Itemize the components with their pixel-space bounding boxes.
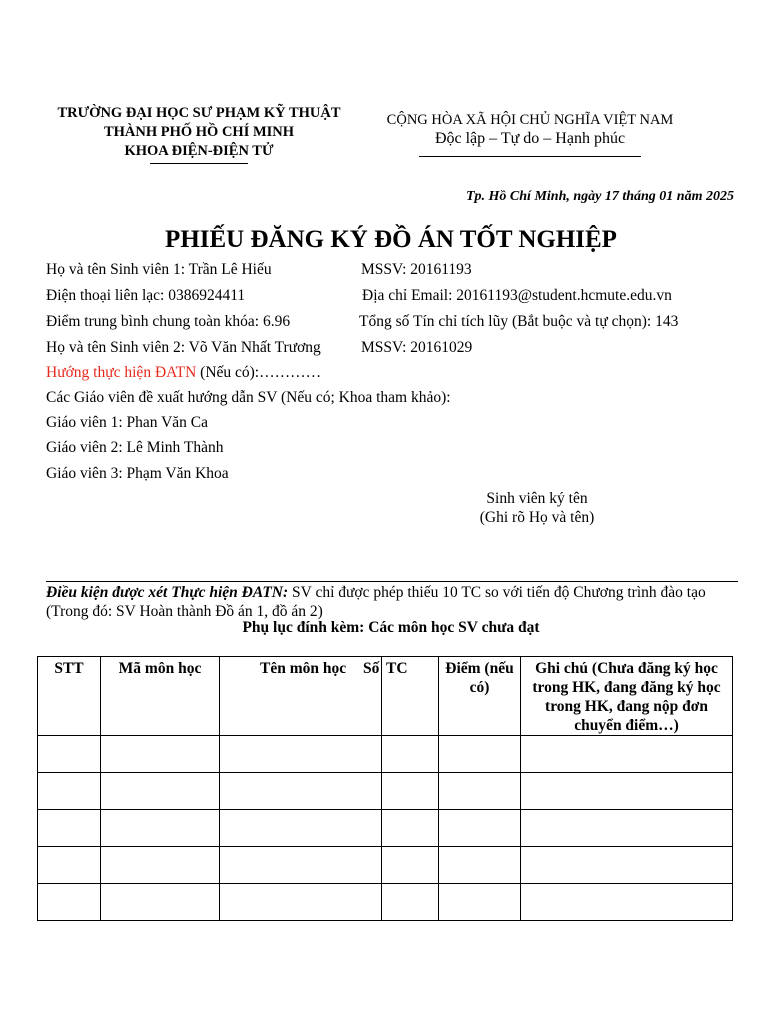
table-cell[interactable] [38,810,101,847]
table-cell[interactable] [439,736,521,773]
student2-name: Họ và tên Sinh viên 2: Võ Văn Nhất Trương [46,339,321,356]
student1-mssv: MSSV: 20161193 [361,261,472,278]
table-cell[interactable] [101,773,220,810]
table-cell[interactable] [521,847,733,884]
table-cell[interactable] [101,810,220,847]
direction-field [46,363,321,383]
table-cell[interactable] [220,773,382,810]
col-header-score: Điểm (nếu có) [439,657,521,736]
table-cell[interactable] [439,773,521,810]
table-cell[interactable] [521,810,733,847]
national-title: CỘNG HÒA XÃ HỘI CHỦ NGHĨA VIỆT NAM [386,112,674,128]
teacher2-field: Giáo viên 2: Lê Minh Thành [46,439,224,456]
table-cell[interactable] [220,847,382,884]
table-cell[interactable] [382,736,439,773]
table-cell[interactable] [382,847,439,884]
table-cell[interactable] [101,736,220,773]
teacher3-field: Giáo viên 3: Phạm Văn Khoa [46,465,229,482]
col-header-so: Số [363,660,380,677]
table-cell[interactable] [38,884,101,921]
school-name-line2: THÀNH PHỐ HỒ CHÍ MINH [103,124,295,140]
appendix-title: Phụ lục đính kèm: Các môn học SV chưa đạt [242,619,540,636]
teacher1-field: Giáo viên 1: Phan Văn Ca [46,414,209,431]
table-cell[interactable] [101,884,220,921]
table-row [38,884,733,921]
table-row [38,847,733,884]
table-cell[interactable] [382,773,439,810]
table-cell[interactable] [38,847,101,884]
signature-block [420,489,654,527]
table-cell[interactable] [220,884,382,921]
table-row [38,810,733,847]
gpa-field: Điểm trung bình chung toàn khóa: 6.96 [46,313,291,330]
table-cell[interactable] [521,884,733,921]
faculty-name: KHOA ĐIỆN-ĐIỆN TỬ [124,143,274,159]
signature-label: Sinh viên ký tên [486,490,588,507]
condition-text: SV chỉ được phép thiếu 10 TC so với tiến độ Chương trình đào tạo (Trong đó: SV Hoàn thành Đồ án 1, đồ án 2) [46,584,706,620]
school-name-line1: TRƯỜNG ĐẠI HỌC SƯ PHẠM KỸ THUẬT [57,105,341,121]
table-cell[interactable] [439,884,521,921]
school-header [38,104,360,164]
table-header-row [38,657,733,736]
table-cell[interactable] [521,773,733,810]
col-header-name-text: Tên môn học [260,660,347,677]
table-cell[interactable] [38,773,101,810]
proposed-teachers-label: Các Giáo viên đề xuất hướng dẫn SV (Nếu có; Khoa tham khảo): [46,389,451,406]
section-divider [46,581,738,582]
condition-paragraph [46,583,740,621]
col-header-code: Mã môn học [101,657,220,736]
col-header-tc: TC [382,657,439,736]
national-header-underline [419,156,641,157]
credits-field: Tổng số Tín chỉ tích lũy (Bắt buộc và tự chọn): 143 [359,313,679,330]
national-header [360,111,700,157]
school-header-underline [150,163,248,164]
table-cell[interactable] [220,810,382,847]
failed-courses-table [37,656,733,921]
date-line: Tp. Hồ Chí Minh, ngày 17 tháng 01 năm 2025 [465,189,734,204]
student2-mssv: MSSV: 20161029 [361,339,473,356]
email-field: Địa chỉ Email: 20161193@student.hcmute.edu.vn [362,287,672,304]
table-cell[interactable] [101,847,220,884]
col-header-name [220,657,382,736]
signature-note: (Ghi rõ Họ và tên) [479,509,595,526]
direction-placeholder: (Nếu có):………… [196,364,322,381]
col-header-stt: STT [38,657,101,736]
table-cell[interactable] [439,810,521,847]
direction-label: Hướng thực hiện ĐATN [46,364,197,381]
table-cell[interactable] [38,736,101,773]
table-cell[interactable] [220,736,382,773]
table-cell[interactable] [521,736,733,773]
col-header-note: Ghi chú (Chưa đăng ký học trong HK, đang đăng ký học trong HK, đang nộp đơn chuyển điểm…) [521,657,733,736]
page-title: PHIẾU ĐĂNG KÝ ĐỒ ÁN TỐT NGHIỆP [165,226,617,253]
national-motto: Độc lập – Tự do – Hạnh phúc [434,130,626,147]
table-cell[interactable] [439,847,521,884]
table-cell[interactable] [382,810,439,847]
table-cell[interactable] [382,884,439,921]
student1-name: Họ và tên Sinh viên 1: Trần Lê Hiếu [46,261,272,278]
table-row [38,736,733,773]
table-row [38,773,733,810]
condition-label: Điều kiện được xét Thực hiện ĐATN: [46,584,289,601]
table-body [38,736,733,921]
phone-field: Điện thoại liên lạc: 0386924411 [46,287,246,304]
